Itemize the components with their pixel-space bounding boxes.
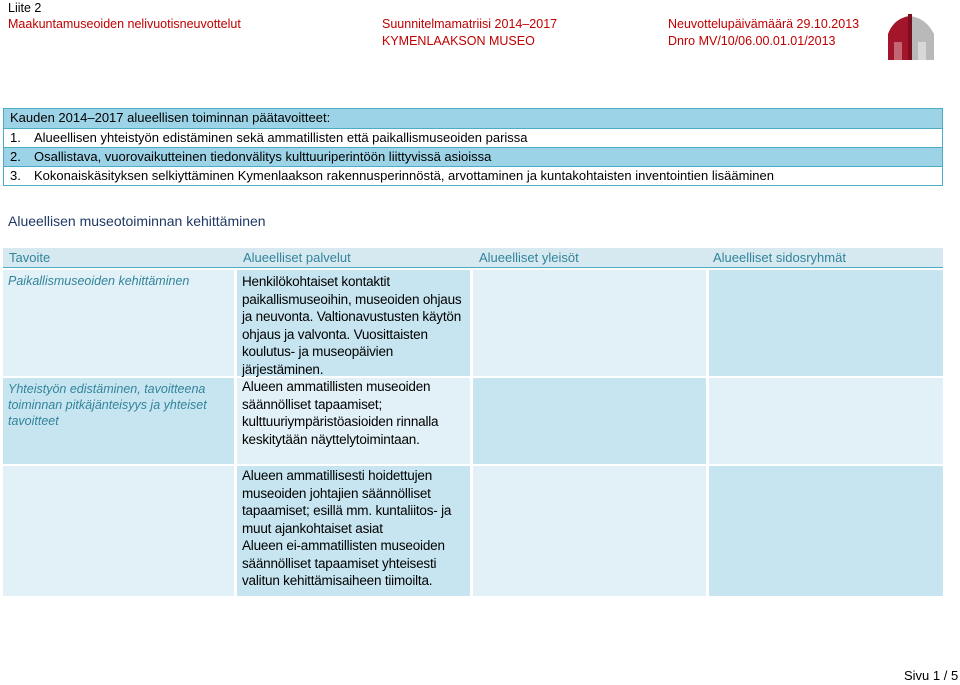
aim-number: 3.	[10, 168, 21, 183]
service-line: ohjaus ja valvonta. Vuosittaisten	[242, 326, 428, 342]
service-text	[242, 378, 470, 448]
main-aims-box	[3, 108, 943, 186]
service-line: Alueen ei-ammatillisten museoiden	[242, 538, 445, 553]
column-header-stakeholders: Alueelliset sidosryhmät	[713, 250, 846, 265]
service-line: keskitytään näyttelytoimintaan.	[242, 431, 420, 447]
aim-item	[4, 128, 942, 147]
service-line: valitun kehittämisaiheen tiimoilta.	[242, 573, 433, 588]
table-cell	[473, 466, 706, 596]
service-line: järjestäminen.	[242, 361, 324, 377]
aim-text: Kokonaiskäsityksen selkiyttäminen Kymenlaakson rakennusperinnöstä, arvottaminen ja kuntakohtaisten inventointien lisääminen	[34, 168, 774, 183]
table-cell	[709, 378, 943, 464]
aim-item	[4, 166, 942, 185]
meeting-date: Neuvottelupäivämäärä 29.10.2013	[668, 17, 860, 31]
museum-name: KYMENLAAKSON MUSEO	[382, 34, 535, 48]
service-line: tapaamiset; esillä mm. kuntaliitos- ja	[242, 503, 452, 518]
aim-number: 2.	[10, 149, 21, 164]
museum-logo-icon	[880, 12, 940, 62]
column-header-audiences: Alueelliset yleisöt	[479, 250, 579, 265]
table-cell	[473, 270, 706, 376]
aim-text: Alueellisen yhteistyön edistäminen sekä ammatillisten että paikallismuseoiden parissa	[34, 130, 528, 145]
column-header-goal: Tavoite	[9, 250, 51, 265]
aim-text: Osallistava, vuorovaikutteinen tiedonvälitys kulttuuriperintöön liittyvissä asioissa	[34, 149, 492, 164]
appendix-label: Liite 2	[8, 1, 42, 15]
service-line: paikallismuseoihin, museoiden ohjaus	[242, 291, 462, 307]
table-cell	[709, 270, 943, 376]
service-line: kulttuuriympäristöasioiden rinnalla	[242, 414, 439, 429]
goal-text: Yhteistyön edistäminen, tavoitteena toiminnan pitkäjänteisyys ja yhteiset tavoitteet	[8, 382, 207, 428]
table-cell	[473, 378, 706, 464]
service-line: ja neuvonta. Valtionavustusten käytön	[242, 309, 462, 324]
table-cell	[709, 466, 943, 596]
service-line: Henkilökohtaiset kontaktit	[242, 274, 390, 289]
table-cell	[3, 466, 234, 596]
goal-text: Paikallismuseoiden kehittäminen	[8, 274, 190, 288]
service-line: Alueen ammatillisten museoiden	[242, 379, 431, 394]
record-number: Dnro MV/10/06.00.01.01/2013	[668, 34, 836, 48]
column-header-services: Alueelliset palvelut	[243, 250, 351, 265]
table-header-row	[3, 248, 943, 268]
service-text	[242, 273, 470, 378]
aims-heading: Kauden 2014–2017 alueellisen toiminnan päätavoitteet:	[4, 109, 942, 128]
page-number: Sivu 1 / 5	[904, 668, 959, 683]
document-title: Suunnitelmamatriisi 2014–2017	[382, 17, 558, 31]
service-line: Alueen ammatillisesti hoidettujen	[242, 468, 433, 483]
aim-item	[4, 147, 942, 166]
organization-title: Maakuntamuseoiden nelivuotisneuvottelut	[8, 17, 241, 31]
service-line: säännölliset tapaamiset;	[242, 396, 383, 412]
service-line: koulutus- ja museopäivien	[242, 344, 394, 359]
service-line: museoiden johtajien säännölliset	[242, 485, 431, 501]
service-line: säännölliset tapaamiset yhteisesti	[242, 555, 437, 571]
service-text	[242, 467, 470, 590]
aim-number: 1.	[10, 130, 21, 145]
service-line: muut ajankohtaiset asiat	[242, 520, 383, 536]
section-title: Alueellisen museotoiminnan kehittäminen	[8, 213, 266, 229]
